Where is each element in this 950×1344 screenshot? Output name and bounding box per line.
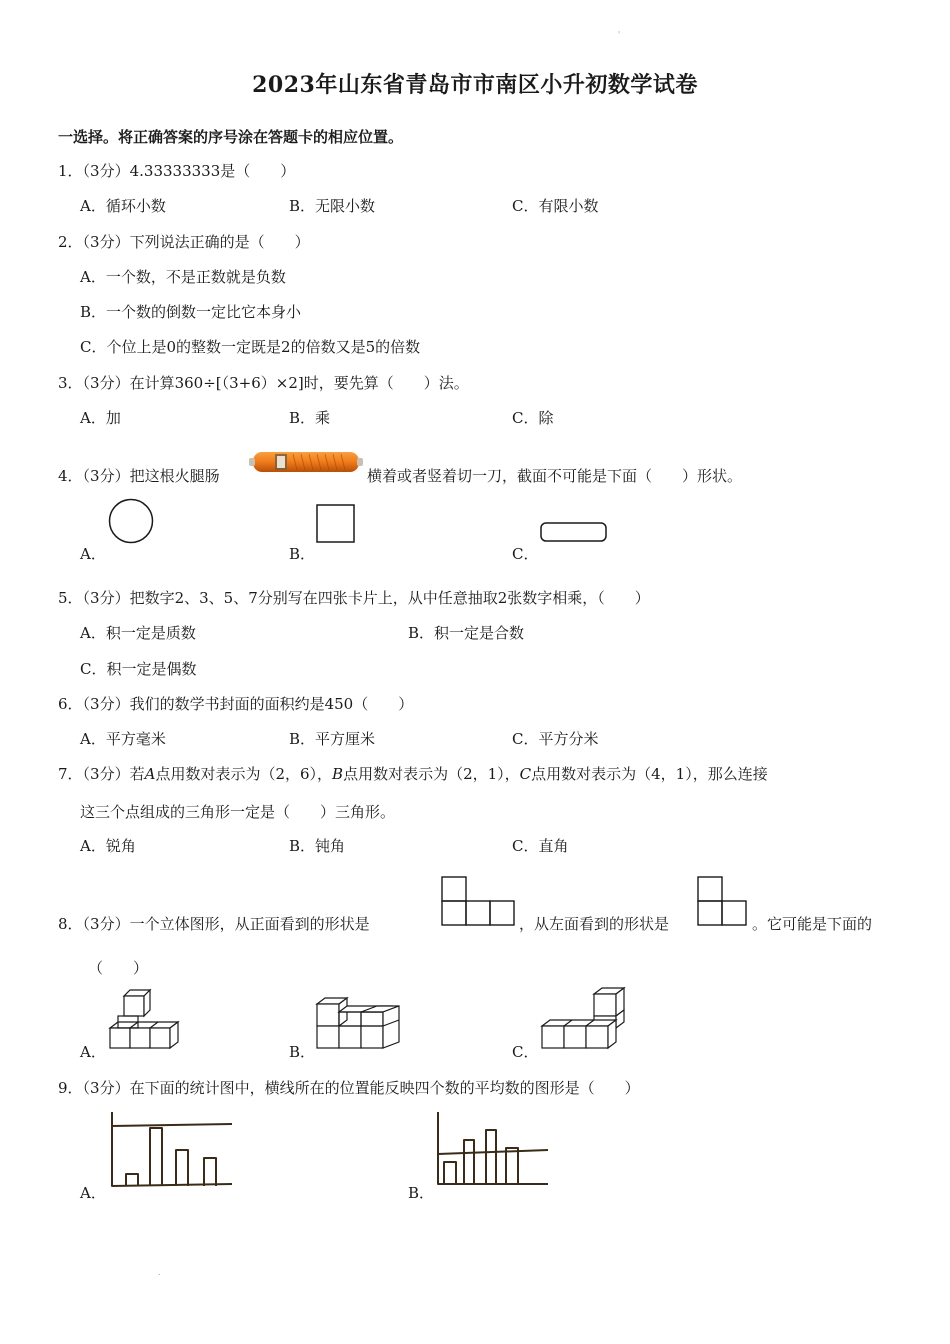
q6-option-b[interactable]: B．平方厘米: [289, 730, 376, 748]
q2-option-c[interactable]: C．个位上是0的整数一定既是2的倍数又是5的倍数: [80, 338, 421, 356]
q9-option-a[interactable]: A．: [80, 1184, 106, 1202]
bar-sketch-a: [108, 1110, 236, 1190]
question-7-line-2: 这三个点组成的三角形一定是（ ）三角形。: [80, 803, 396, 821]
q4-option-c[interactable]: C．: [512, 545, 539, 563]
question-4-prefix: 4．（3分）把这根火腿肠: [58, 467, 220, 485]
q1-option-b[interactable]: B．无限小数: [289, 197, 376, 215]
question-7-line-1: [58, 763, 768, 784]
page-title: 2023年山东省青岛市市南区小升初数学试卷: [252, 72, 698, 98]
question-8-part-2: ，从左面看到的形状是: [519, 915, 670, 933]
q7-text: 点用数对表示为（4，1），那么连接: [531, 765, 768, 783]
circle-shape: [108, 498, 156, 546]
q1-option-c[interactable]: C．有限小数: [512, 197, 599, 215]
q7-option-b[interactable]: B．钝角: [289, 837, 346, 855]
bar-sketch-b: [434, 1110, 552, 1190]
q7-text: 点用数对表示为（2，1），: [343, 765, 520, 783]
question-1: 1．（3分）4.33333333是（ ）: [58, 162, 296, 180]
q7-text: 7．（3分）若: [58, 765, 145, 783]
q3-option-a[interactable]: A．加: [80, 409, 121, 427]
q6-option-a[interactable]: A．平方毫米: [80, 730, 166, 748]
point-b-label: B: [332, 765, 344, 783]
q9-option-b[interactable]: B．: [408, 1184, 435, 1202]
q7-text: 点用数对表示为（2，6），: [155, 765, 333, 783]
front-view-figure: [441, 876, 517, 928]
question-5: 5．（3分）把数字2、3、5、7分别写在四张卡片上，从中任意抽取2张数字相乘，（ ）: [58, 589, 650, 607]
q7-option-a[interactable]: A．锐角: [80, 837, 136, 855]
q5-option-a[interactable]: A．积一定是质数: [80, 624, 196, 642]
speck: .: [158, 1268, 161, 1277]
question-9: 9．（3分）在下面的统计图中，横线所在的位置能反映四个数的平均数的图形是（ ）: [58, 1079, 640, 1097]
cube-figure-a: [106, 986, 188, 1054]
question-2: 2．（3分）下列说法正确的是（ ）: [58, 233, 310, 251]
q5-option-b[interactable]: B．积一定是合数: [408, 624, 525, 642]
question-3: 3．（3分）在计算360÷[（3+6）×2]时，要先算（ ）法。: [58, 374, 469, 392]
point-c-label: C: [519, 765, 532, 783]
square-shape: [316, 504, 356, 544]
q7-option-c[interactable]: C．直角: [512, 837, 569, 855]
question-6: 6．（3分）我们的数学书封面的面积约是450（ ）: [58, 695, 414, 713]
q8-option-b[interactable]: B．: [289, 1043, 316, 1061]
q6-option-c[interactable]: C．平方分米: [512, 730, 599, 748]
question-4-suffix: 横着或者竖着切一刀，截面不可能是下面（ ）形状。: [367, 467, 743, 485]
question-8-line-2: （ ）: [88, 959, 149, 977]
q3-option-b[interactable]: B．乘: [289, 409, 331, 427]
section-heading: 一选择。将正确答案的序号涂在答题卡的相应位置。: [58, 128, 404, 146]
q4-option-b[interactable]: B．: [289, 545, 316, 563]
cube-figure-b: [315, 996, 407, 1054]
q8-option-a[interactable]: A．: [80, 1043, 106, 1061]
question-8-part-1: 8．（3分）一个立体图形，从正面看到的形状是: [58, 915, 370, 933]
q5-option-c[interactable]: C．积一定是偶数: [80, 660, 197, 678]
q2-option-a[interactable]: A．一个数，不是正数就是负数: [80, 268, 286, 286]
cube-figure-c: [540, 986, 632, 1054]
left-view-figure: [697, 876, 751, 928]
q1-option-a[interactable]: A．循环小数: [80, 197, 166, 215]
q4-option-a[interactable]: A．: [80, 545, 106, 563]
q8-option-c[interactable]: C．: [512, 1043, 539, 1061]
q3-option-c[interactable]: C．除: [512, 409, 554, 427]
point-a-label: A: [144, 765, 156, 783]
question-8-part-3: 。它可能是下面的: [752, 915, 873, 933]
sausage-image: [247, 448, 365, 476]
speck: ': [618, 30, 621, 39]
q2-option-b[interactable]: B．一个数的倒数一定比它本身小: [80, 303, 302, 321]
rounded-rectangle-shape: [540, 522, 608, 544]
